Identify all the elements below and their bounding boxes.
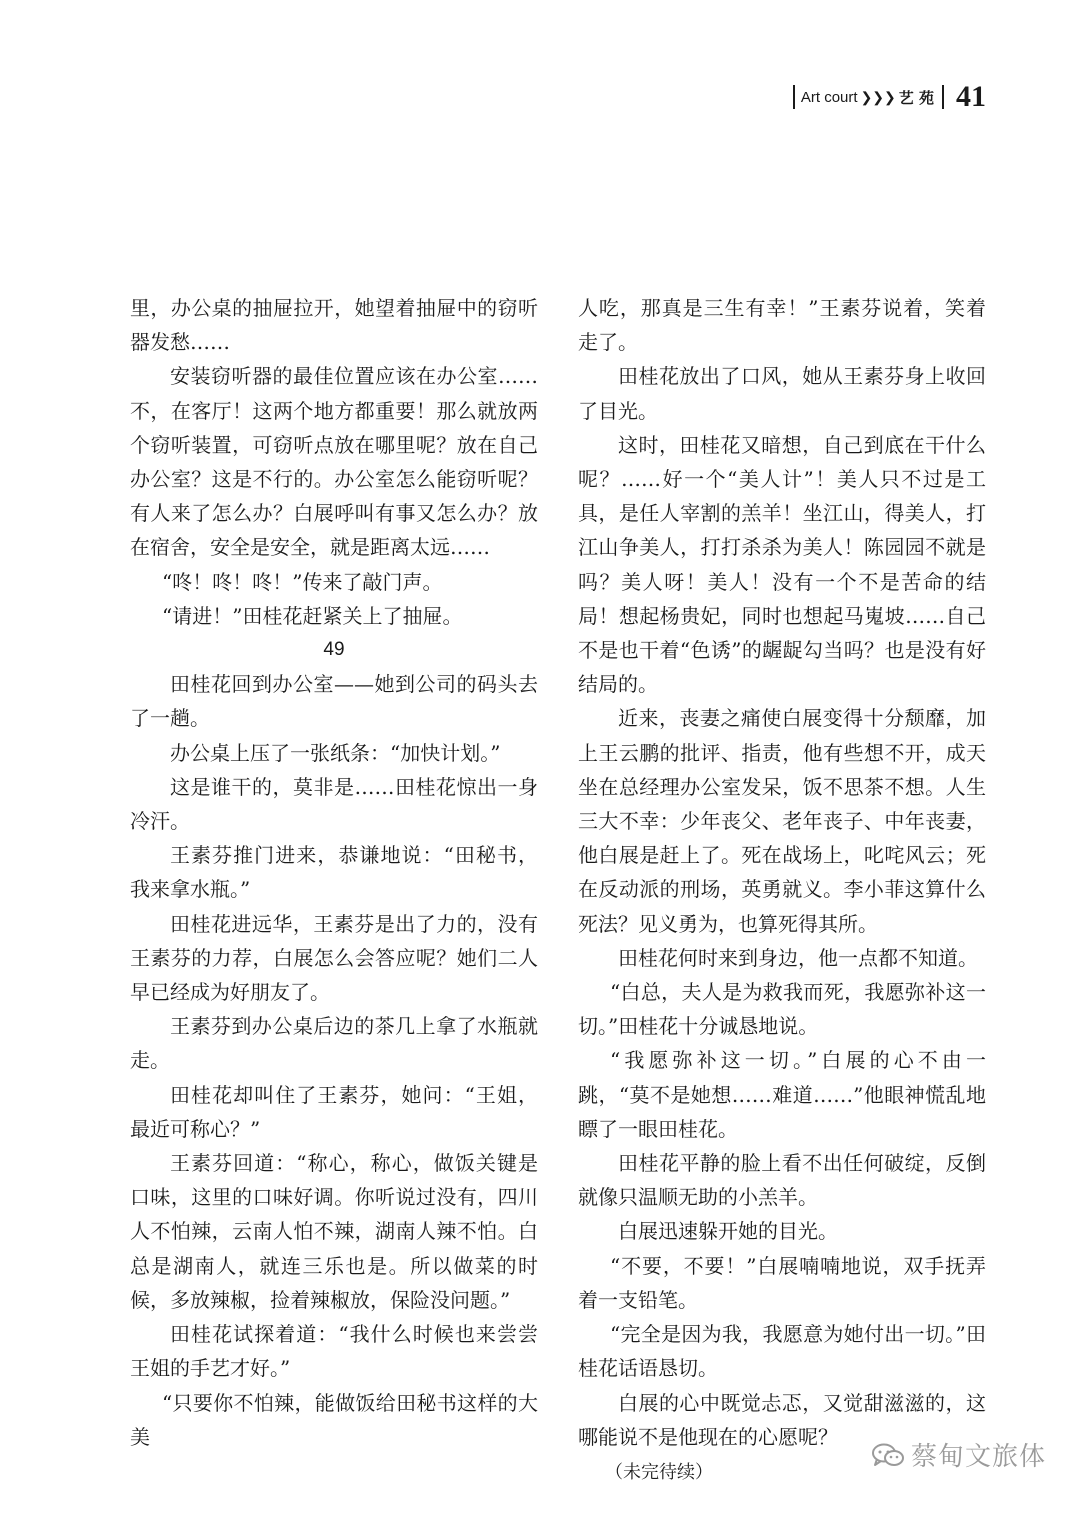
paragraph: 办公桌上压了一张纸条：“加快计划。” bbox=[170, 740, 501, 765]
paragraph: 田桂花何时来到身边，他一点都不知道。 bbox=[618, 945, 978, 970]
paragraph: 田桂花平静的脸上看不出任何破绽，反倒就像只温顺无助的小羔羊。 bbox=[578, 1151, 986, 1210]
paragraph: 王素芬回道：“称心，称心，做饭关键是口味，这里的口味好调。你听说过没有，四川人不怕辣，云南人怕不辣，湖南人辣不怕。白总是湖南人，就连三乐也是。所以做菜的时候，多放辣椒，捡着辣椒放，保险没问题。” bbox=[130, 1151, 538, 1312]
paragraph: “我愿弥补这一切。”白展的心不由一跳，“莫不是她想……难道……”他眼神慌乱地瞟了一眼田桂花。 bbox=[578, 1048, 986, 1141]
right-column bbox=[578, 291, 986, 1490]
paragraph: 这是谁干的，莫非是……田桂花惊出一身冷汗。 bbox=[130, 774, 538, 834]
paragraph: 近来，丧妻之痛使白展变得十分颓靡，加上王云鹏的批评、指责，他有些想不开，成天坐在总经理办公室发呆，饭不思茶不想。人生三大不幸：少年丧父、老年丧子、中年丧妻，他白展是赶上了。死在战场上，叱咤风云；死在反动派的刑场，英勇就义。李小菲这算什么死法？见义勇为，也算死得其所。 bbox=[578, 706, 986, 936]
paragraph: 王素芬到办公桌后边的茶几上拿了水瓶就走。 bbox=[130, 1014, 538, 1073]
paragraph: 田桂花放出了口风，她从王素芬身上收回了目光。 bbox=[578, 364, 986, 423]
paragraph: 白展的心中既觉忐忑，又觉甜滋滋的，这哪能说不是他现在的心愿呢？ bbox=[578, 1390, 986, 1449]
running-header bbox=[793, 80, 986, 114]
paragraph: “咚！咚！咚！”传来了敲门声。 bbox=[162, 569, 443, 594]
header-divider bbox=[942, 85, 944, 109]
paragraph: “完全是因为我，我愿意为她付出一切。”田桂花话语恳切。 bbox=[578, 1322, 986, 1381]
chapter-number: 49 bbox=[323, 639, 345, 661]
paragraph: 田桂花回到办公室——她到公司的码头去了一趟。 bbox=[130, 672, 538, 731]
paragraph: 田桂花进远华，王素芬是出了力的，没有王素芬的力荐，白展怎么会答应呢？她们二人早已经成为好朋友了。 bbox=[130, 911, 538, 1005]
paragraph: 里，办公桌的抽屉拉开，她望着抽屉中的窃听器发愁…… bbox=[130, 296, 538, 355]
paragraph: 人吃，那真是三生有幸！”王素芬说着，笑着走了。 bbox=[578, 296, 986, 355]
paragraph: 这时，田桂花又暗想，自己到底在干什么呢？……好一个“美人计”！美人只不过是工具，是任人宰割的羔羊！坐江山，得美人，打江山争美人，打打杀杀为美人！陈园园不就是吗？美人呀！美人！没有一个不是苦命的结局！想起杨贵妃，同时也想起马嵬坡……自己不是也干着“色诱”的龌龊勾当吗？也是没有好结局的。 bbox=[578, 432, 986, 697]
paragraph: 王素芬推门进来，恭谦地说：“田秘书，我来拿水瓶。” bbox=[130, 843, 538, 902]
paragraph: “不要，不要！”白展喃喃地说，双手抚弄着一支铅笔。 bbox=[578, 1253, 986, 1312]
watermark bbox=[871, 1436, 1046, 1473]
watermark-text: 蔡甸文旅体 bbox=[910, 1442, 1046, 1472]
page-number: 41 bbox=[956, 80, 986, 113]
chevron-right-icon: ❯❯❯ bbox=[860, 88, 896, 105]
paragraph: 白展迅速躲开她的目光。 bbox=[618, 1219, 838, 1244]
paragraph: “只要你不怕辣，能做饭给田秘书这样的大美 bbox=[130, 1390, 538, 1449]
header-divider bbox=[793, 85, 795, 109]
paragraph: 田桂花试探着道：“我什么时候也来尝尝王姐的手艺才好。” bbox=[130, 1322, 538, 1381]
paragraph: 安装窃听器的最佳位置应该在办公室……不，在客厅！这两个地方都重要！那么就放两个窃听装置，可窃听点放在哪里呢？放在自己办公室？这是不行的。办公室怎么能窃听呢？有人来了怎么办？白展呼叫有事又怎么办？放在宿舍，安全是安全，就是距离太远…… bbox=[130, 364, 538, 560]
section-name-cn: 艺 苑 bbox=[898, 88, 934, 107]
wechat-icon bbox=[871, 1442, 905, 1468]
paragraph: “请进！”田桂花赶紧关上了抽屉。 bbox=[162, 603, 463, 628]
paragraph: “白总，夫人是为救我而死，我愿弥补这一切。”田桂花十分诚恳地说。 bbox=[578, 980, 986, 1039]
to-be-continued-note: （未完待续） bbox=[605, 1461, 713, 1483]
paragraph: 田桂花却叫住了王素芬，她问：“王姐，最近可称心？” bbox=[130, 1082, 538, 1141]
left-column bbox=[130, 291, 538, 1454]
section-name-en: Art court bbox=[800, 88, 858, 106]
